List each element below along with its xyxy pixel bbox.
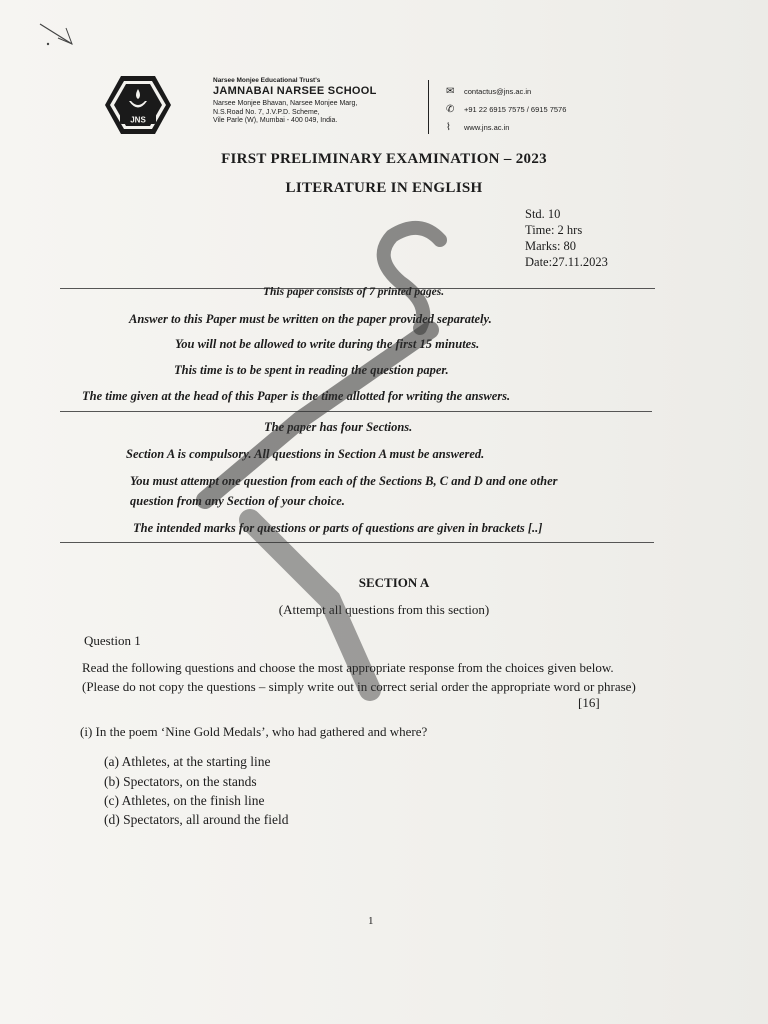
question-directions: Read the following questions and choose the most appropriate response from the choices given below. (Please do not copy the questions – simply write out in correct serial order the appropriate word or phrase)	[82, 660, 636, 694]
trust-name: Narsee Monjee Educational Trust's	[213, 77, 321, 84]
instruction-answer: Answer to this Paper must be written on the paper provided separately.	[129, 312, 492, 326]
school-header	[213, 77, 377, 126]
contact-website: ⌇ www.jns.ac.in	[446, 122, 510, 133]
instruction-reading: This time is to be spent in reading the question paper.	[174, 363, 449, 377]
sections-count: The paper has four Sections.	[264, 420, 413, 434]
contact-phone: ✆ +91 22 6915 7575 / 6915 7576	[446, 104, 567, 115]
section-heading: SECTION A	[358, 575, 430, 590]
question-label: Question 1	[84, 633, 141, 648]
exam-title: FIRST PRELIMINARY EXAMINATION – 2023	[221, 151, 547, 167]
exam-subject: LITERATURE IN ENGLISH	[285, 180, 483, 196]
sections-compulsory: Section A is compulsory. All questions in Section A must be answered.	[126, 447, 485, 461]
sections-marks-note: The intended marks for questions or parts of questions are given in brackets [..]	[133, 521, 543, 535]
option-a: (a) Athletes, at the starting line	[104, 754, 271, 769]
divider	[60, 411, 652, 412]
phone-icon: ✆	[446, 104, 455, 115]
svg-text:JNS: JNS	[130, 115, 146, 125]
instruction-pages: This paper consists of 7 printed pages.	[263, 286, 445, 298]
divider	[60, 542, 654, 543]
address-line: N.S.Road No. 7, J.V.P.D. Scheme,	[213, 108, 320, 116]
marks-label: Marks: 80	[525, 239, 577, 253]
section-subheading: (Attempt all questions from this section)	[278, 602, 490, 617]
sections-attempt: You must attempt one question from each of the Sections B, C and D and one other	[130, 474, 558, 488]
address-line: Vile Parle (W), Mumbai - 400 049, India.	[213, 117, 338, 124]
header-divider	[428, 80, 429, 134]
school-name: JAMNABAI NARSEE SCHOOL	[213, 85, 377, 97]
option-b: (b) Spectators, on the stands	[104, 774, 257, 789]
exam-meta	[525, 206, 608, 270]
school-address	[213, 100, 377, 126]
page-number: 1	[368, 915, 374, 927]
option-c: (c) Athletes, on the finish line	[104, 793, 265, 808]
question-i: (i) In the poem ‘Nine Gold Medals’, who had gathered and where?	[80, 724, 428, 739]
instruction-time: The time given at the head of this Paper is the time allotted for writing the answers.	[82, 389, 511, 403]
mail-icon: ✉	[446, 86, 455, 97]
school-logo	[104, 74, 172, 136]
option-d: (d) Spectators, all around the field	[104, 812, 289, 827]
question-marks: [16]	[578, 695, 600, 710]
address-line: Narsee Monjee Bhavan, Narsee Monjee Marg,	[213, 100, 358, 107]
rss-icon: ⌇	[446, 122, 451, 133]
std-label: Std. 10	[525, 207, 561, 221]
time-label: Time: 2 hrs	[525, 223, 583, 237]
instruction-no-write: You will not be allowed to write during the first 15 minutes.	[175, 337, 480, 351]
sections-attempt-cont: question from any Section of your choice.	[130, 494, 345, 508]
date-label: Date:27.11.2023	[525, 255, 608, 269]
contact-email: ✉ contactus@jns.ac.in	[446, 86, 532, 97]
